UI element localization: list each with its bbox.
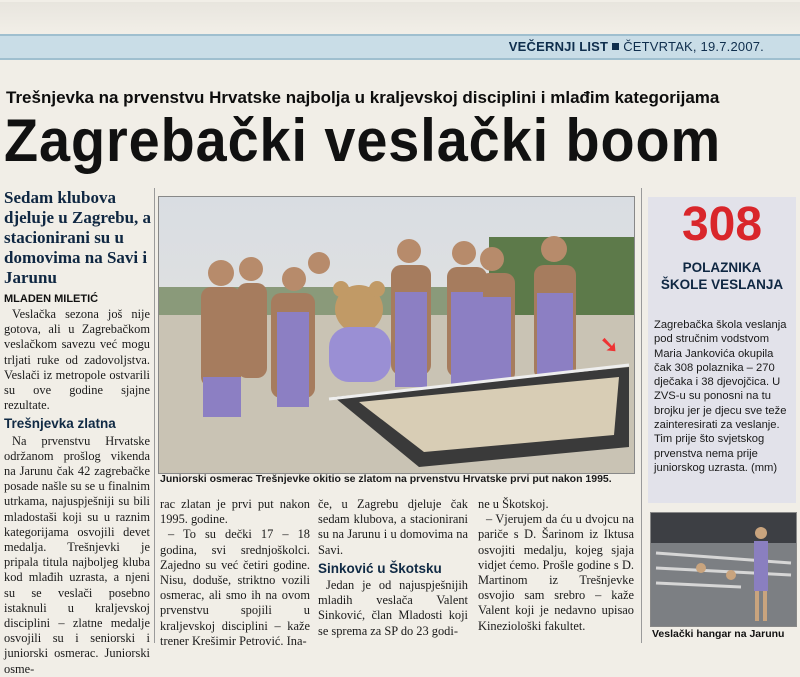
paragraph: Jedan je od najuspješnijih mladih veslača Valent Sinković, član Mladosti koji se sprema za SP do 23 godi- xyxy=(318,578,468,638)
article-column-4 xyxy=(478,497,634,634)
subheading: Sinković u Škotsku xyxy=(318,560,442,576)
article-column-3 xyxy=(318,497,468,639)
paragraph: Na prvenstvu Hrvatske održanom prošlog vikenda na Jarunu čak 42 zagrebačke posade našle su se u finalnim utrkama, najuspješniji su bili mladostaši koji su u raznim kategorijama osvojili devet medalja. Trešnjevki je pripala titula najboljeg kluba kod mlađih uzrasta, a njeni su se veslači posebno istaknuli u kraljevskoj disciplini – zlatne medalje osvojili su i seniorski i juniorski osmerac. Juniorski osme- xyxy=(4,433,150,676)
subheading: Trešnjevka zlatna xyxy=(4,416,116,432)
paragraph: rac zlatan je prvi put nakon 1995. godine. xyxy=(160,497,310,527)
paragraph: – Vjerujem da ću u dvojcu na pariče s D. Šarinom iz Iktusa osvojiti medalju, kojeg sjaja vidjet ćemo. Prošle godine s D. Martinom iz Trešnjevke osvojio sam srebro – kaže Valent koji je nedavno upisao Kineziološki fakultet. xyxy=(478,512,634,633)
paragraph: Veslačka sezona još nije gotova, ali u Zagrebačkom veslačkom savezu već mogu trljati ruke od zadovoljstva. Veslači iz metropole ostvarili su ove godine sjajne rezultate. xyxy=(4,307,150,413)
arrow-icon: ➘ xyxy=(600,332,619,357)
publication-name: VEČERNJI LIST xyxy=(508,39,609,54)
article-column-2 xyxy=(160,497,310,649)
headline: Zagrebački veslački boom xyxy=(4,107,722,174)
photo-illustration xyxy=(159,197,634,473)
photo2-illustration xyxy=(651,513,796,626)
sidebar-number: 308 xyxy=(681,198,763,251)
square-bullet-icon xyxy=(612,43,619,50)
kicker: Trešnjevka na prvenstvu Hrvatske najbolja u kraljevskoj disciplini i mlađim kategorijama xyxy=(6,88,720,107)
photo2-caption: Veslački hangar na Jarunu xyxy=(652,628,785,640)
sidebar-box xyxy=(648,197,796,503)
photo-caption: Juniorski osmerac Trešnjevke okitio se zlatom na prvenstvu Hrvatske prvi put nakon 1995. xyxy=(160,473,612,485)
article-column-1 xyxy=(4,307,150,677)
masthead-bar xyxy=(0,34,800,60)
paragraph: – To su dečki 17 – 18 godina, svi srednjoškolci. Zajedno su već četiri godine. Nisu, doduše, striktno vozili osmerac, ali smo ih na ovom prvenstvu spojili u kraljevskoj disciplini – kaže trener Krešimir Petrović. Ina- xyxy=(160,527,310,648)
sidebar-text: Zagrebačka škola veslanja pod stručnim vodstvom Maria Jankovića okupila čak 308 polaznika – 270 dječaka i 38 djevojčica. U ZVS-u su ponosni na tu brojku jer je djecu sve teže zainteresirati za veslanje. Tim prije što svjetskog prvenstva nema prije juniorskog uzrasta. (mm) xyxy=(654,319,787,474)
publication-info xyxy=(509,39,764,54)
sidebar-title xyxy=(648,259,796,293)
publication-date: ČETVRTAK, 19.7.2007. xyxy=(623,39,764,54)
byline: MLADEN MILETIĆ xyxy=(4,293,99,305)
top-edge xyxy=(0,2,800,32)
boat-hangar-photo xyxy=(650,512,797,627)
rowing-team-photo xyxy=(158,196,635,474)
paragraph: če, u Zagrebu djeluje čak sedam klubova, a stacionirani su na Jarunu i u domovima na Savi. xyxy=(318,497,468,557)
sidebar-title-line: ŠKOLE VESLANJA xyxy=(660,277,784,292)
lead-text: Sedam klubova djeluje u Zagrebu, a stacionirani su u domovima na Savi i Jarunu xyxy=(4,188,152,287)
column-divider xyxy=(154,188,155,643)
sidebar-title-line: POLAZNIKA xyxy=(682,260,762,275)
column-divider xyxy=(641,188,642,643)
paragraph: ne u Škotskoj. xyxy=(478,497,549,511)
